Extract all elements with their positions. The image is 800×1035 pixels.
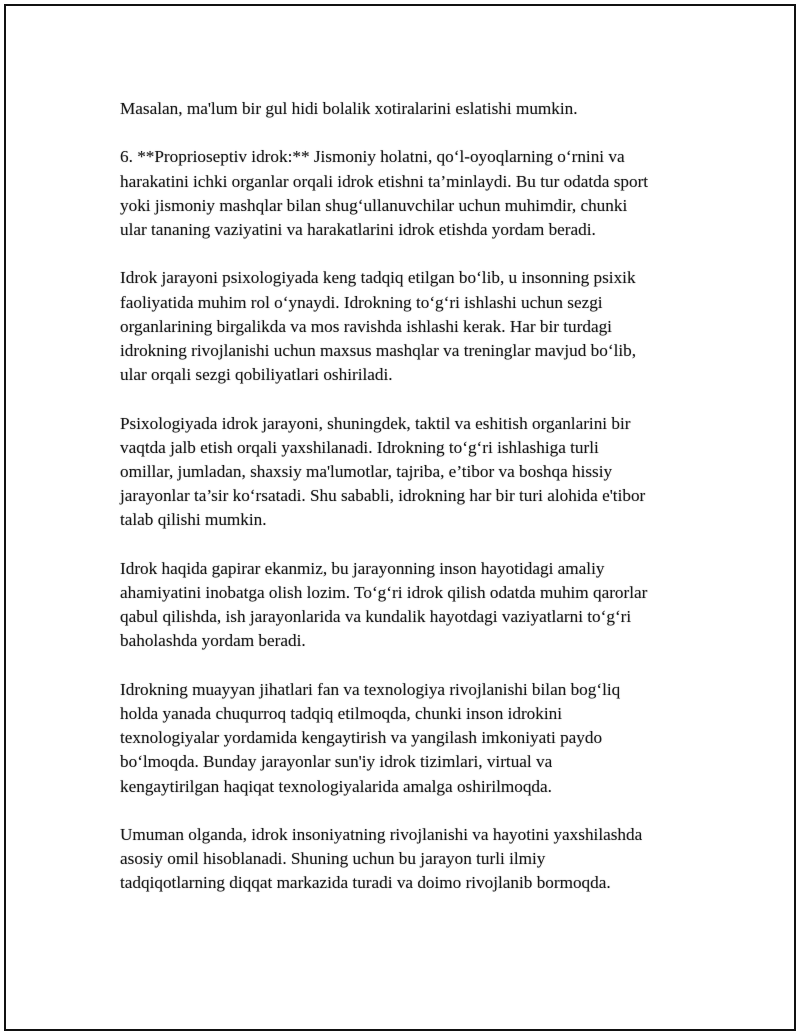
text-line: texnologiyalar yordamida kengaytirish va yangilash imkoniyati paydo (120, 728, 603, 748)
text-line: asosiy omil hisoblanadi. Shuning uchun bu jarayon turli ilmiy (120, 849, 546, 869)
text-line: talab qilishi mumkin. (120, 510, 267, 530)
paragraph-5 (120, 557, 710, 654)
document-page (4, 4, 796, 1031)
text-line: tadqiqotlarning diqqat markazida turadi va doimo rivojlanib bormoqda. (120, 873, 611, 893)
text-line: holda yanada chuqurroq tadqiq etilmoqda, chunki inson idrokini (120, 704, 563, 723)
text-line: bo‘lmoqda. Bunday jarayonlar sun'iy idrok tizimlari, virtual va (120, 752, 553, 772)
text-line: Idrok jarayoni psixologiyada keng tadqiq etilgan bo‘lib, u insonning psixik (120, 268, 636, 288)
text-line: organlarining birgalikda va mos ravishda ishlashi kerak. Har bir turdagi (120, 316, 612, 336)
text-line: 6. **Proprioseptiv idrok:** Jismoniy holatni, qo‘l-oyoqlarning o‘rnini va (120, 147, 625, 167)
document-body (120, 97, 710, 920)
text-line: Masalan, ma'lum bir gul hidi bolalik xotiralarini eslatishi mumkin. (120, 99, 578, 118)
paragraph-6 (120, 678, 710, 799)
text-line: idrokning rivojlanishi uchun maxsus mashqlar va treninglar mavjud bo‘lib, (120, 341, 637, 360)
text-line: omillar, jumladan, shaxsiy ma'lumotlar, tajriba, e’tibor va boshqa hissiy (120, 462, 613, 481)
text-line: harakatini ichki organlar orqali idrok etishni ta’minlaydi. Bu tur odatda sport (120, 171, 649, 191)
text-line: vaqtda jalb etish orqali yaxshilanadi. Idrokning to‘g‘ri ishlashiga turli (120, 437, 599, 457)
text-line: ahamiyatini inobatga olish lozim. To‘g‘ri idrok qilish odatda muhim qarorlar (120, 583, 648, 602)
text-line: ular tananing vaziyatini va harakatlarini idrok etishda yordam beradi. (120, 220, 596, 239)
text-line: yoki jismoniy mashqlar bilan shug‘ullanuvchilar uchun muhimdir, chunki (120, 195, 628, 215)
paragraph-3 (120, 266, 710, 387)
text-line: ular orqali sezgi qobiliyatlari oshiriladi. (120, 365, 393, 385)
text-line: jarayonlar ta’sir ko‘rsatadi. Shu sababli, idrokning har bir turi alohida e'tibor (120, 486, 646, 506)
paragraph-2 (120, 145, 710, 242)
text-line: Idrok haqida gapirar ekanmiz, bu jarayonning inson hayotidagi amaliy (120, 558, 605, 578)
paragraph-7 (120, 823, 710, 896)
text-line: Idrokning muayyan jihatlari fan va texnologiya rivojlanishi bilan bog‘liq (120, 679, 621, 699)
text-line: Psixologiyada idrok jarayoni, shuningdek, taktil va eshitish organlarini bir (120, 413, 631, 433)
text-line: baholashda yordam beradi. (120, 631, 306, 651)
text-line: qabul qilishda, ish jarayonlarida va kundalik hayotdagi vaziyatlarni to‘g‘ri (120, 607, 632, 627)
text-line: faoliyatida muhim rol o‘ynaydi. Idrokning to‘g‘ri ishlashi uchun sezgi (120, 292, 603, 312)
text-line: kengaytirilgan haqiqat texnologiyalarida amalga oshirilmoqda. (120, 776, 552, 796)
paragraph-1 (120, 97, 710, 121)
text-line: Umuman olganda, idrok insoniyatning rivojlanishi va hayotini yaxshilashda (120, 825, 643, 844)
paragraph-4 (120, 412, 710, 533)
